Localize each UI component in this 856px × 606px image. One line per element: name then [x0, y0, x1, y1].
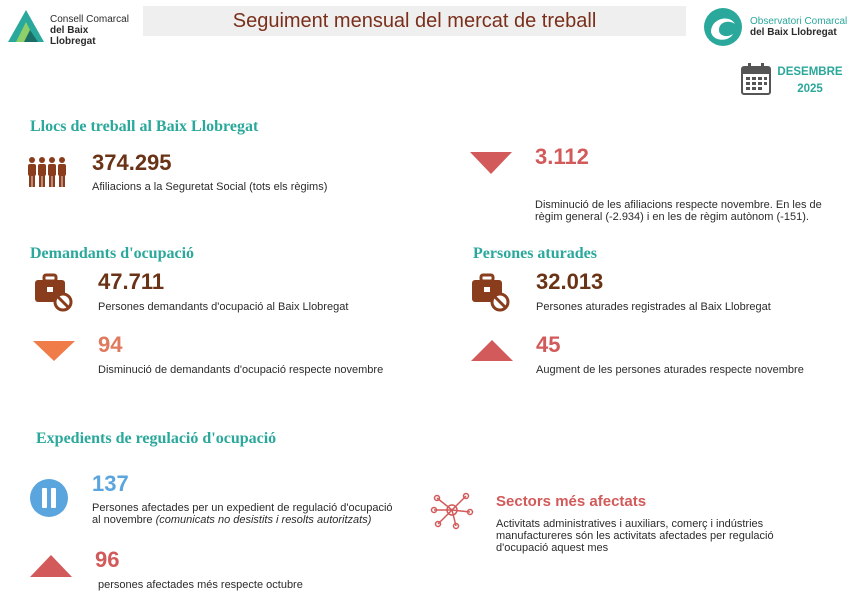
- erto-label-main: Persones afectades per un expedient de regulació d'ocupació al novembre: [92, 502, 393, 526]
- page-title-box: [143, 6, 686, 36]
- demandants-section-title: Demandants d'ocupació: [30, 245, 195, 262]
- org-right-line1: Observatori Comarcal: [750, 16, 848, 27]
- observatori-logo: [702, 6, 852, 48]
- people-group-icon: [27, 156, 69, 190]
- triangle-down-icon: [33, 341, 75, 361]
- erto-label-note: (comunicats no desistits i resolts autoritzats): [155, 514, 372, 526]
- aturades-value: 32.013: [536, 269, 604, 294]
- observatori-swirl-icon: [702, 6, 746, 48]
- consell-comarcal-logo: [6, 6, 136, 46]
- triangle-up-icon: [471, 340, 513, 361]
- demandants-change-text: Disminució de demandants d'ocupació respecte novembre: [98, 364, 384, 376]
- aturades-label: Persones aturades registrades al Baix Llobregat: [536, 301, 771, 313]
- pause-circle-icon: [29, 478, 69, 518]
- org-right-line2: del Baix Llobregat: [750, 27, 837, 38]
- demandants-change-value: 94: [98, 332, 123, 357]
- aturades-change-text: Augment de les persones aturades respecte novembre: [536, 364, 804, 376]
- erto-change-text: persones afectades més respecte octubre: [98, 579, 303, 591]
- llocs-section-title: Llocs de treball al Baix Llobregat: [30, 118, 259, 135]
- afiliacions-label: Afiliacions a la Seguretat Social (tots els règims): [92, 181, 328, 193]
- afiliacions-value: 374.295: [92, 150, 172, 175]
- calendar-icon: [740, 62, 772, 96]
- erto-label: [92, 502, 402, 526]
- report-date: [740, 62, 850, 98]
- aturades-change-value: 45: [536, 332, 561, 357]
- sectors-text: Activitats administratives i auxiliars, comerç i indústries manufactureres són les activitats afectades per regulació d'ocupació aquest mes: [496, 518, 774, 554]
- demandants-value: 47.711: [98, 269, 165, 294]
- briefcase-blocked-icon: [33, 272, 75, 312]
- briefcase-blocked-icon: [470, 272, 512, 312]
- page-title: Seguiment mensual del mercat de treball: [232, 9, 597, 32]
- afiliacions-change-value: 3.112: [535, 144, 589, 169]
- network-nodes-icon: [430, 490, 474, 530]
- erto-change-value: 96: [95, 547, 120, 572]
- org-left-line2: del Baix Llobregat: [50, 25, 96, 47]
- demandants-label: Persones demandants d'ocupació al Baix Llobregat: [98, 301, 349, 313]
- sectors-title: Sectors més afectats: [496, 493, 647, 510]
- erto-section-title: Expedients de regulació d'ocupació: [36, 430, 277, 447]
- org-left-line1: Consell Comarcal: [50, 14, 129, 25]
- erto-value: 137: [92, 471, 129, 496]
- report-year: 2025: [797, 83, 823, 95]
- triangle-down-icon: [470, 152, 512, 174]
- aturades-section-title: Persones aturades: [473, 245, 597, 262]
- mountain-logo-icon: [6, 6, 48, 44]
- afiliacions-change-text: Disminució de les afiliacions respecte novembre. En les de règim general (-2.934) i en les de règim autònom (-151).: [535, 199, 822, 223]
- report-month: DESEMBRE: [777, 66, 843, 78]
- triangle-up-icon: [30, 555, 72, 577]
